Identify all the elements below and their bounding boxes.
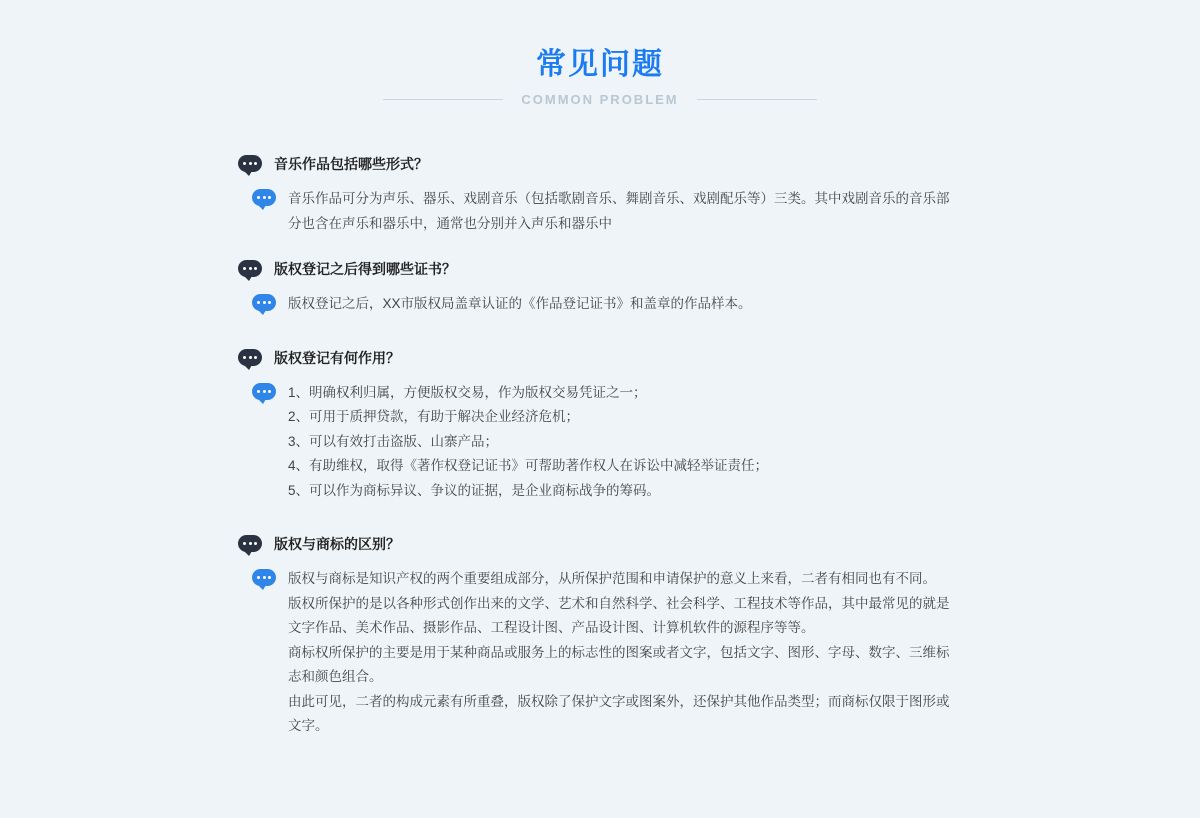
faq-item (238, 258, 980, 317)
faq-answer-line: 5、可以作为商标异议、争议的证据，是企业商标战争的筹码。 (288, 482, 661, 498)
page-subtitle: COMMON PROBLEM (521, 92, 679, 107)
faq-answer-row (238, 567, 980, 739)
faq-answer-text (288, 567, 950, 739)
faq-answer-line: 2、可用于质押贷款，有助于解决企业经济危机； (288, 409, 580, 424)
faq-answer-line: 4、有助维权，取得《著作权登记证书》可帮助著作权人在诉讼中减轻举证责任； (288, 458, 769, 473)
chat-bubble-blue-icon (252, 189, 276, 206)
faq-answer-line: 分也含在声乐和器乐中，通常也分别并入声乐和器乐中 (288, 215, 612, 231)
faq-answer-line: 版权与商标是知识产权的两个重要组成部分，从所保护范围和申请保护的意义上来看，二者有相同也有不同。 (288, 571, 936, 586)
chat-bubble-dark-icon (238, 155, 262, 172)
faq-question-text: 版权与商标的区别？ (274, 536, 400, 552)
faq-answer-line: 版权登记之后，XX市版权局盖章认证的《作品登记证书》和盖章的作品样本。 (288, 296, 752, 311)
faq-answer-row (238, 187, 980, 236)
chat-bubble-blue-icon (252, 383, 276, 400)
faq-answer-text (288, 187, 950, 236)
faq-item (238, 533, 980, 739)
faq-answer-line: 3、可以有效打击盗版、山寨产品； (288, 433, 499, 449)
divider-left (383, 99, 503, 100)
faq-list (0, 153, 1200, 789)
faq-answer-text (288, 292, 752, 317)
bottom-spacer (238, 769, 980, 789)
faq-question-row[interactable] (238, 347, 980, 369)
faq-answer-row (238, 381, 980, 504)
faq-answer-text (288, 381, 768, 504)
faq-answer-line: 版权所保护的是以各种形式创作出来的文学、艺术和自然科学、社会科学、工程技术等作品，其中最常见的就是 (288, 595, 950, 611)
divider-right (697, 99, 817, 100)
page-header (0, 0, 1200, 107)
chat-bubble-blue-icon (252, 569, 276, 586)
faq-answer-line: 1、明确权利归属，方便版权交易，作为版权交易凭证之一； (288, 384, 647, 400)
faq-question-text: 版权登记之后得到哪些证书？ (274, 261, 456, 277)
chat-bubble-dark-icon (238, 260, 262, 277)
faq-question-row[interactable] (238, 258, 980, 280)
faq-answer-line: 商标权所保护的主要是用于某种商品或服务上的标志性的图案或者文字，包括文字、图形、字母、数字、三维标 (288, 644, 950, 660)
faq-question-text: 音乐作品包括哪些形式？ (274, 156, 428, 172)
faq-answer-line: 志和颜色组合。 (288, 669, 383, 684)
page-subtitle-row (0, 92, 1200, 107)
faq-question-text: 版权登记有何作用？ (274, 349, 400, 366)
chat-bubble-blue-icon (252, 294, 276, 311)
faq-question-row[interactable] (238, 153, 980, 175)
faq-item (238, 347, 980, 504)
chat-bubble-dark-icon (238, 535, 262, 552)
faq-item (238, 153, 980, 236)
faq-question-row[interactable] (238, 533, 980, 555)
faq-answer-line: 由此可见，二者的构成元素有所重叠，版权除了保护文字或图案外，还保护其他作品类型；而商标仅限于图形或 (288, 693, 950, 709)
faq-answer-line: 文字作品、美术作品、摄影作品、工程设计图、产品设计图、计算机软件的源程序等等。 (288, 620, 815, 635)
faq-answer-row (238, 292, 980, 317)
faq-answer-line: 音乐作品可分为声乐、器乐、戏剧音乐（包括歌剧音乐、舞剧音乐、戏剧配乐等）三类。其中戏剧音乐的音乐部 (288, 191, 950, 206)
chat-bubble-dark-icon (238, 349, 262, 366)
page-title: 常见问题 (536, 48, 664, 81)
faq-answer-line: 文字。 (288, 718, 329, 733)
